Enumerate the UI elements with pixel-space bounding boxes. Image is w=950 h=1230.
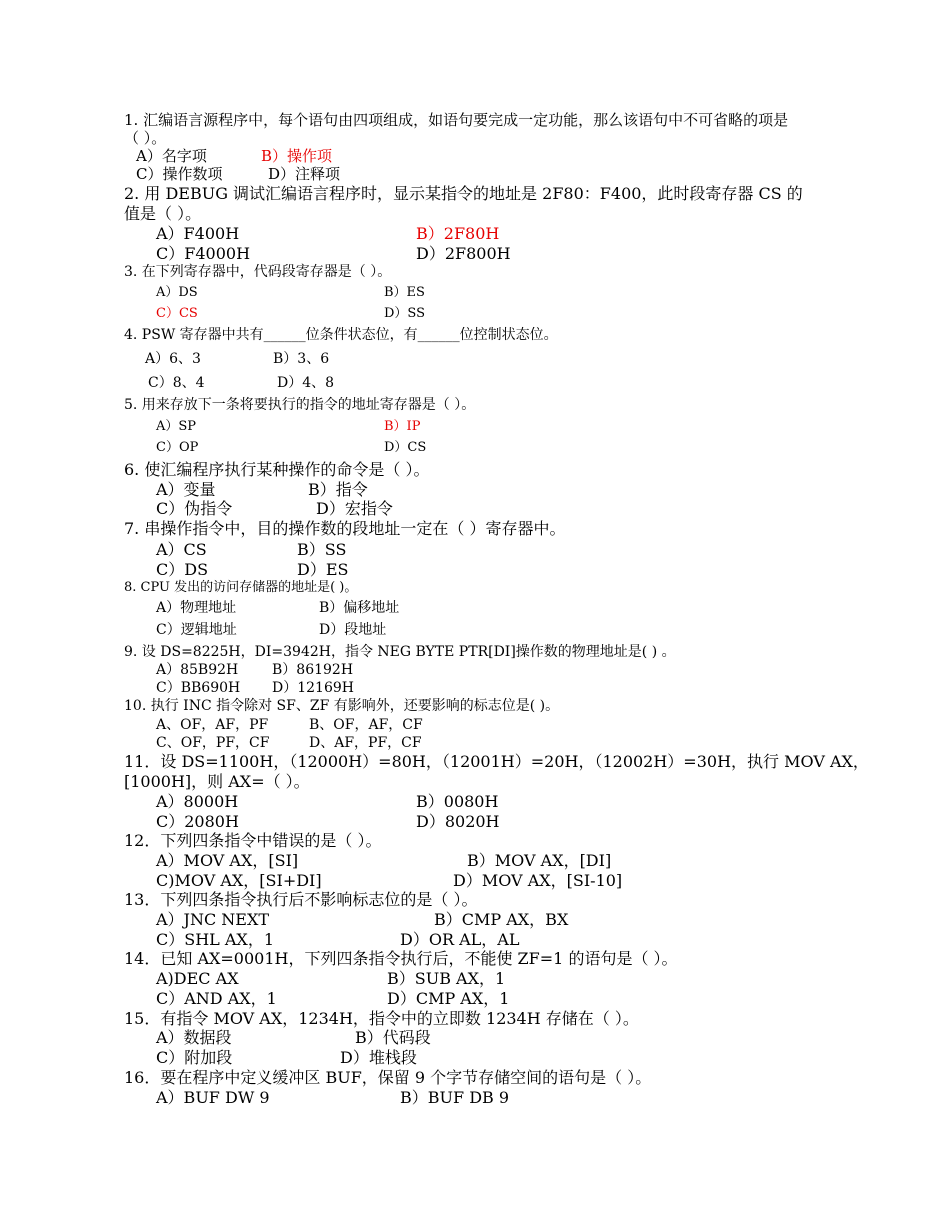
question-7-text: 7. 串操作指令中，目的操作数的段地址一定在（ ）寄存器中。 <box>124 519 566 538</box>
q8-option-a: A）物理地址 <box>156 600 237 616</box>
q6-option-a: A）变量 <box>156 480 216 499</box>
q1-option-c: C）操作数项 <box>136 165 223 183</box>
q5-option-d: D）CS <box>384 440 427 455</box>
q11-option-a: A）8000H <box>156 792 239 811</box>
q11-option-b: B）0080H <box>416 792 499 811</box>
question-4-text: 4. PSW 寄存器中共有______位条件状态位，有______位控制状态位。 <box>124 327 558 343</box>
question-12-text: 12．下列四条指令中错误的是（ ）。 <box>124 831 382 850</box>
q1-option-b-answer: B）操作项 <box>261 147 333 165</box>
q7-option-a: A）CS <box>156 540 207 559</box>
q13-option-a: A）JNC NEXT <box>156 910 270 929</box>
q13-option-d: D）OR AL，AL <box>400 930 520 949</box>
q8-option-b: B）偏移地址 <box>319 600 400 616</box>
q4-option-d: D）4、8 <box>277 375 335 391</box>
q12-option-a: A）MOV AX，[SI] <box>156 851 299 870</box>
q7-option-b: B）SS <box>297 540 347 559</box>
q3-option-d: D）SS <box>384 306 426 321</box>
q9-option-a: A）85B92H <box>156 662 239 678</box>
q14-option-a: A)DEC AX <box>156 969 239 988</box>
q5-option-b-answer: B）IP <box>384 419 421 434</box>
q16-option-b: B）BUF DB 9 <box>400 1088 510 1107</box>
q15-option-a: A）数据段 <box>156 1028 232 1047</box>
q9-option-d: D）12169H <box>272 680 354 696</box>
q3-option-b: B）ES <box>384 285 425 300</box>
q16-option-a: A）BUF DW 9 <box>156 1088 270 1107</box>
question-5-text: 5. 用来存放下一条将要执行的指令的地址寄存器是（ ）。 <box>124 397 476 413</box>
question-6-text: 6. 使汇编程序执行某种操作的命令是（ ）。 <box>124 460 430 479</box>
q9-option-c: C）BB690H <box>156 680 241 696</box>
q15-option-c: C）附加段 <box>156 1048 233 1067</box>
question-13-text: 13．下列四条指令执行后不影响标志位的是（ ）。 <box>124 890 478 909</box>
q11-option-c: C）2080H <box>156 812 239 831</box>
q5-option-c: C）OP <box>156 440 199 455</box>
q1-option-d: D）注释项 <box>268 165 341 183</box>
question-15-text: 15．有指令 MOV AX，1234H，指令中的立即数 1234H 存储在（ ）。 <box>124 1009 639 1028</box>
q6-option-d: D）宏指令 <box>316 499 393 518</box>
question-2-text: 2. 用 DEBUG 调试汇编语言程序时，显示某指令的地址是 2F80：F400，此时段寄存器 CS 的 <box>124 184 803 203</box>
q15-option-b: B）代码段 <box>355 1028 431 1047</box>
q3-option-a: A）DS <box>156 285 198 300</box>
q15-option-d: D）堆栈段 <box>340 1048 417 1067</box>
question-11-text-cont: [1000H]，则 AX=（ ）。 <box>124 772 310 791</box>
question-1-text: 1. 汇编语言源程序中，每个语句由四项组成，如语句要完成一定功能，那么该语句中不可省略的项是 <box>124 111 789 129</box>
q12-option-b: B）MOV AX，[DI] <box>467 851 612 870</box>
q4-option-c: C）8、4 <box>148 375 205 391</box>
q5-option-a: A）SP <box>156 419 197 434</box>
q2-option-d: D）2F800H <box>416 244 511 263</box>
question-11-text: 11．设 DS=1100H，（12000H）=80H，（12001H）=20H，（12002H）=30H，执行 MOV AX， <box>124 752 869 771</box>
q10-option-c: C、OF，PF，CF <box>156 735 270 751</box>
q8-option-c: C）逻辑地址 <box>156 622 237 638</box>
q14-option-b: B）SUB AX，1 <box>387 969 506 988</box>
question-9-text: 9. 设 DS=8225H，DI=3942H，指令 NEG BYTE PTR[DI]操作数的物理地址是( ) 。 <box>124 644 676 660</box>
question-16-text: 16．要在程序中定义缓冲区 BUF，保留 9 个字节存储空间的语句是（ ）。 <box>124 1068 652 1087</box>
question-2-text-cont: 值是（ ）。 <box>124 204 202 223</box>
q10-option-d: D、AF，PF，CF <box>309 735 422 751</box>
q4-option-b: B）3、6 <box>273 351 330 367</box>
q2-option-c: C）F4000H <box>156 244 251 263</box>
q11-option-d: D）8020H <box>416 812 500 831</box>
q2-option-b-answer: B）2F80H <box>416 224 500 243</box>
question-3-text: 3. 在下列寄存器中，代码段寄存器是（ ）。 <box>124 264 392 280</box>
question-1-text-cont: （ ）。 <box>124 129 167 147</box>
q6-option-b: B）指令 <box>308 480 368 499</box>
q10-option-b: B、OF，AF，CF <box>309 717 423 733</box>
q8-option-d: D）段地址 <box>319 622 387 638</box>
q6-option-c: C）伪指令 <box>156 499 233 518</box>
q14-option-c: C）AND AX，1 <box>156 989 277 1008</box>
q14-option-d: D）CMP AX，1 <box>387 989 510 1008</box>
q4-option-a: A）6、3 <box>145 351 201 367</box>
q1-option-a: A）名字项 <box>136 147 207 165</box>
q13-option-b: B）CMP AX，BX <box>434 910 569 929</box>
q12-option-d: D）MOV AX，[SI-10] <box>453 871 623 890</box>
question-8-text: 8. CPU 发出的访问存储器的地址是( )。 <box>124 580 358 595</box>
q7-option-d: D）ES <box>297 560 349 579</box>
q2-option-a: A）F400H <box>156 224 240 243</box>
question-14-text: 14．已知 AX=0001H，下列四条指令执行后，不能使 ZF=1 的语句是（ ）。 <box>124 949 678 968</box>
q9-option-b: B）86192H <box>272 662 354 678</box>
q12-option-c: C)MOV AX，[SI+DI] <box>156 871 322 890</box>
q10-option-a: A、OF，AF，PF <box>156 717 269 733</box>
question-10-text: 10. 执行 INC 指令除对 SF、ZF 有影响外，还要影响的标志位是( )。 <box>124 698 560 714</box>
q13-option-c: C）SHL AX，1 <box>156 930 274 949</box>
q7-option-c: C）DS <box>156 560 209 579</box>
q3-option-c-answer: C）CS <box>156 306 198 321</box>
